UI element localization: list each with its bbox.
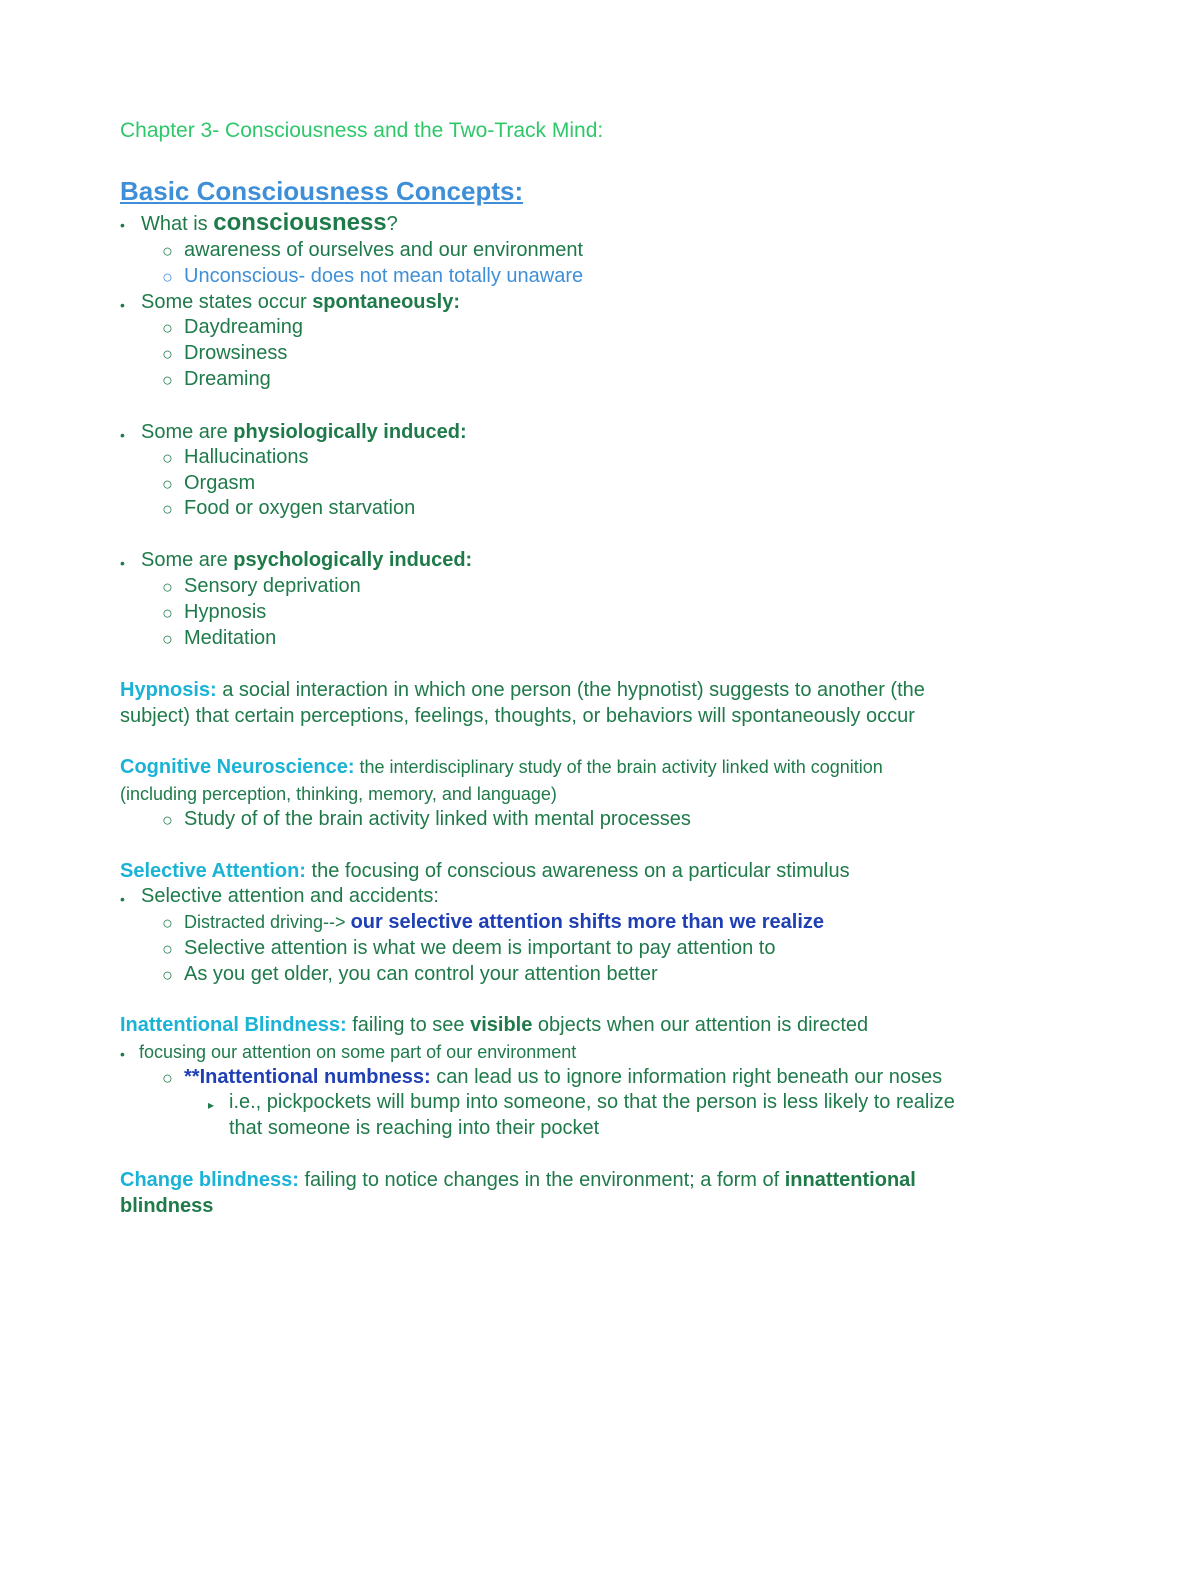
circle-bullet-icon: ○ xyxy=(162,241,173,261)
physiological-line xyxy=(141,420,467,445)
change-term: Change blindness: xyxy=(120,1169,299,1191)
bullet-icon: • xyxy=(120,427,125,443)
change-bold2: blindness xyxy=(120,1195,214,1217)
cog-neuro-def: the interdisciplinary study of the brain activity linked with cognition xyxy=(354,757,883,777)
hypnosis-term: Hypnosis: xyxy=(120,679,217,701)
selective-def: the focusing of conscious awareness on a particular stimulus xyxy=(305,860,850,882)
consciousness-point: awareness of ourselves and our environment xyxy=(184,239,584,261)
inattentional-sub xyxy=(184,1065,942,1090)
selective-sub1-bold: our selective attention shifts more than we realize xyxy=(350,911,825,933)
selective-bullet: Selective attention and accidents: xyxy=(141,885,439,907)
consciousness-term: consciousness xyxy=(213,209,387,236)
circle-bullet-icon: ○ xyxy=(162,810,173,830)
list-item: Dreaming xyxy=(184,368,271,390)
inattentional-sub-rest: can lead us to ignore information right beneath our noses xyxy=(430,1066,943,1088)
circle-bullet-icon: ○ xyxy=(162,448,173,468)
selective-sub3: As you get older, you can control your attention better xyxy=(184,963,658,985)
inattentional-example: i.e., pickpockets will bump into someone, so that the person is less likely to realize xyxy=(229,1091,955,1113)
list-item: Orgasm xyxy=(184,472,256,494)
circle-bullet-icon: ○ xyxy=(162,629,173,649)
change-bold1: innattentional xyxy=(784,1169,916,1191)
arrow-bullet-icon: ▸ xyxy=(208,1098,215,1112)
section-title: Basic Consciousness Concepts: xyxy=(120,176,524,206)
selective-line xyxy=(120,859,850,884)
change-def: failing to notice changes in the environment; a form of xyxy=(298,1169,785,1191)
circle-bullet-icon: ○ xyxy=(162,474,173,494)
spontaneous-line xyxy=(141,290,460,315)
chapter-title: Chapter 3- Consciousness and the Two-Track Mind: xyxy=(120,119,604,142)
list-item: Hallucinations xyxy=(184,446,309,468)
cog-neuro-term: Cognitive Neuroscience: xyxy=(120,756,355,778)
inattentional-term: Inattentional Blindness: xyxy=(120,1014,347,1036)
list-item: Meditation xyxy=(184,627,277,649)
cog-neuro-cont: (including perception, thinking, memory, and language) xyxy=(120,784,557,804)
inattentional-bullet: focusing our attention on some part of our environment xyxy=(139,1042,577,1062)
selective-term: Selective Attention: xyxy=(120,860,306,882)
bullet-icon: • xyxy=(120,297,125,313)
circle-bullet-icon: ○ xyxy=(162,603,173,623)
circle-bullet-icon: ○ xyxy=(162,1068,173,1088)
psychological-prefix: Some are xyxy=(141,549,234,571)
what-is-line xyxy=(141,210,398,237)
consciousness-point: Unconscious- does not mean totally unaware xyxy=(184,265,584,287)
spontaneous-prefix: Some states occur xyxy=(141,291,313,313)
circle-bullet-icon: ○ xyxy=(162,965,173,985)
circle-bullet-icon: ○ xyxy=(162,318,173,338)
physiological-term: physiologically induced: xyxy=(233,421,467,443)
cog-neuro-sub: Study of of the brain activity linked with mental processes xyxy=(184,808,691,830)
circle-bullet-icon: ○ xyxy=(162,267,173,287)
list-item: Drowsiness xyxy=(184,342,288,364)
inattentional-def-prefix: failing to see xyxy=(346,1014,471,1036)
bullet-icon: • xyxy=(120,1046,125,1062)
inattentional-sub-term: Inattentional numbness: xyxy=(199,1066,431,1088)
circle-bullet-icon: ○ xyxy=(162,499,173,519)
selective-sub1-prefix: Distracted driving--> xyxy=(184,912,351,932)
inattentional-example-cont: that someone is reaching into their pocket xyxy=(229,1117,600,1139)
bullet-icon: • xyxy=(120,891,125,907)
circle-bullet-icon: ○ xyxy=(162,939,173,959)
list-item: Food or oxygen starvation xyxy=(184,497,416,519)
inattentional-sub-prefix: ** xyxy=(184,1066,200,1088)
inattentional-line xyxy=(120,1013,868,1038)
list-item: Hypnosis xyxy=(184,601,267,623)
circle-bullet-icon: ○ xyxy=(162,344,173,364)
hypnosis-def: a social interaction in which one person (the hypnotist) suggests to another (the xyxy=(216,679,925,701)
list-item: Daydreaming xyxy=(184,316,303,338)
selective-sub2: Selective attention is what we deem is important to pay attention to xyxy=(184,937,776,959)
inattentional-def-bold: visible xyxy=(470,1014,533,1036)
selective-sub1 xyxy=(184,910,824,935)
circle-bullet-icon: ○ xyxy=(162,577,173,597)
hypnosis-definition-line xyxy=(120,678,925,703)
what-is-prefix: What is xyxy=(141,213,214,235)
list-item: Sensory deprivation xyxy=(184,575,361,597)
spontaneous-term: spontaneously: xyxy=(312,291,460,313)
bullet-icon: • xyxy=(120,555,125,571)
what-is-suffix: ? xyxy=(386,213,398,235)
change-line xyxy=(120,1168,916,1193)
hypnosis-definition-cont: subject) that certain perceptions, feelings, thoughts, or behaviors will spontaneously occur xyxy=(120,705,915,727)
physiological-prefix: Some are xyxy=(141,421,234,443)
circle-bullet-icon: ○ xyxy=(162,370,173,390)
inattentional-def-suffix: objects when our attention is directed xyxy=(532,1014,869,1036)
bullet-icon: • xyxy=(120,217,125,233)
psychological-line xyxy=(141,548,472,573)
cog-neuro-line xyxy=(120,755,883,780)
circle-bullet-icon: ○ xyxy=(162,913,173,933)
psychological-term: psychologically induced: xyxy=(233,549,473,571)
